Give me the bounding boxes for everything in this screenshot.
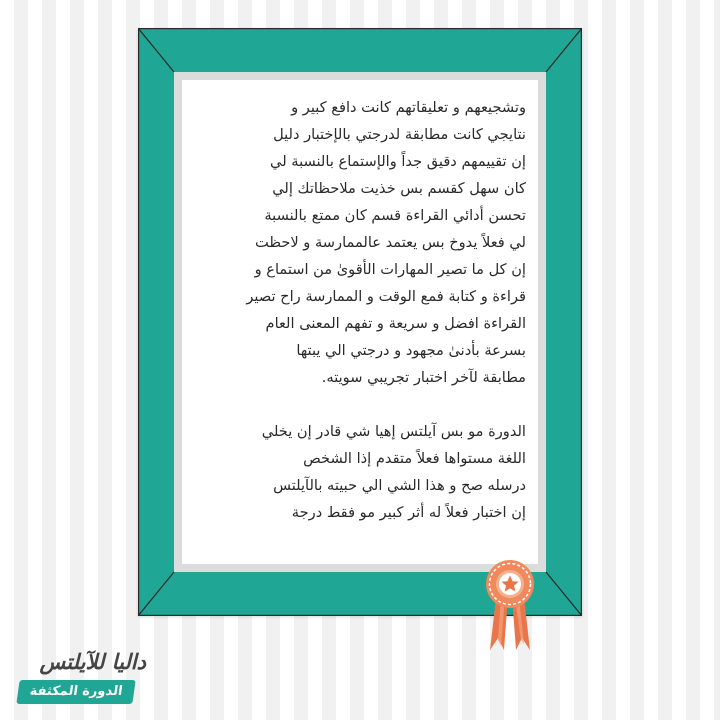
text-line: بسرعة بأدنىٰ مجهود و درجتي الي يبتها	[296, 342, 526, 359]
text-line: نتايجي كانت مطابقة لدرجتي بالإختبار دليل	[273, 126, 526, 143]
star-rosette-icon	[474, 556, 546, 656]
text-line: القراءة افضل و سريعة و تفهم المعنى العام	[265, 315, 526, 332]
testimonial-frame	[138, 28, 582, 616]
text-line: إن كل ما تصير المهارات الأقوىٰ من استماع و	[254, 261, 526, 278]
paragraph-gap	[194, 391, 526, 418]
frame-mat	[174, 72, 546, 572]
brand-logo	[18, 650, 146, 706]
text-line: درسله صح و هذا الشي الي حبيته بالآيلتس	[273, 477, 526, 494]
text-line: الدورة مو بس آيلتس إهيا شي قادر إن يخلي	[261, 423, 526, 440]
testimonial-paper	[182, 80, 538, 564]
text-line: تحسن أدائي القراءة قسم كان ممتع بالنسبة	[264, 207, 526, 224]
text-line: لي فعلاً يدوخ بس يعتمد عالممارسة و لاحظت	[255, 234, 526, 251]
text-line: إن اختبار فعلاً له أثر كبير مو فقط درجة	[291, 504, 526, 521]
text-line: إن تقييمهم دقيق جداً والإستماع بالنسبة لي	[270, 153, 526, 170]
logo-title: داليا للآيلتس	[39, 650, 146, 674]
text-line: مطابقة لآخر اختبار تجريبي سويته.	[321, 369, 526, 386]
text-line: كان سهل كقسم بس خذيت ملاحظاتك إلي	[272, 180, 526, 197]
text-line: اللغة مستواها فعلاً متقدم إذا الشخص	[303, 450, 526, 467]
testimonial-text	[194, 94, 526, 526]
text-line: قراءة و كتابة فمع الوقت و الممارسة راح تصير	[246, 288, 526, 305]
text-line: وتشجيعهم و تعليقاتهم كانت دافع كبير و	[291, 99, 526, 116]
logo-subtitle: الدورة المكثفة	[16, 680, 135, 704]
